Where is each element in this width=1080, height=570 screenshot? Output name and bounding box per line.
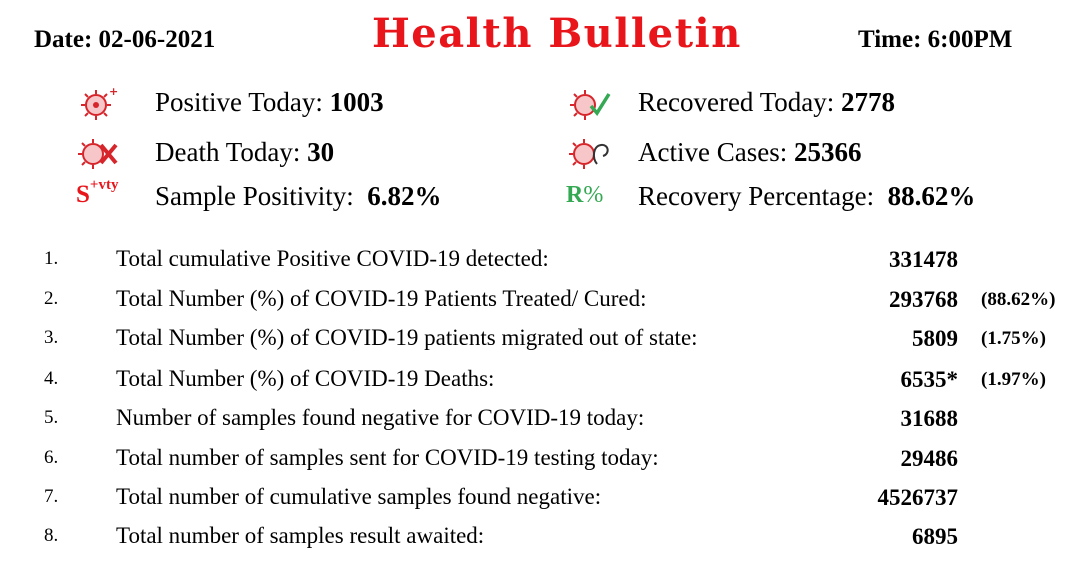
row-label: Total Number (%) of COVID-19 Deaths: xyxy=(116,366,495,391)
row-number: 4. xyxy=(44,368,59,389)
stat-recovery-percentage: Recovery Percentage: 88.62% xyxy=(638,181,976,211)
recovery-percentage-icon: R% xyxy=(566,182,604,208)
row-number: 7. xyxy=(44,486,59,507)
row-percentage: (88.62%) xyxy=(981,289,1056,310)
row-label: Number of samples found negative for COVID-19 today: xyxy=(116,405,645,430)
row-number: 5. xyxy=(44,407,59,428)
row-value: 331478 xyxy=(889,247,958,272)
row-number: 8. xyxy=(44,525,59,546)
row-label: Total Number (%) of COVID-19 Patients Treated/ Cured: xyxy=(116,286,647,311)
row-value: 5809 xyxy=(912,326,958,351)
row-number: 2. xyxy=(44,288,59,309)
row-label: Total cumulative Positive COVID-19 detected: xyxy=(116,246,549,271)
row-label: Total number of samples sent for COVID-19 testing today: xyxy=(116,445,659,470)
row-label: Total Number (%) of COVID-19 patients migrated out of state: xyxy=(116,325,698,350)
virus-recovered-icon xyxy=(567,86,613,122)
sample-positivity-icon: $S^{+vty}$ xyxy=(76,177,119,208)
row-percentage: (1.97%) xyxy=(981,369,1046,390)
row-value: 6895 xyxy=(912,524,958,549)
row-value: 6535* xyxy=(900,367,958,392)
row-percentage: (1.75%) xyxy=(981,328,1046,349)
row-value: 4526737 xyxy=(877,485,958,510)
stat-positive-today: Positive Today: 1003 xyxy=(155,87,384,117)
virus-active-icon xyxy=(567,136,613,172)
stat-death-today: Death Today: 30 xyxy=(155,137,335,167)
stat-recovered-today: Recovered Today: 2778 xyxy=(638,87,896,117)
stat-sample-positivity: Sample Positivity: 6.82% xyxy=(155,181,442,211)
stat-active-cases: Active Cases: 25366 xyxy=(638,137,862,167)
bulletin-title: Health Bulletin xyxy=(372,10,742,57)
row-number: 6. xyxy=(44,447,59,468)
row-label: Total number of cumulative samples found negative: xyxy=(116,484,602,509)
row-value: 31688 xyxy=(900,406,958,431)
bulletin-date: Date: 02-06-2021 xyxy=(34,26,216,53)
row-value: 29486 xyxy=(900,446,958,471)
row-number: 3. xyxy=(44,327,59,348)
row-value: 293768 xyxy=(889,287,958,312)
row-number: 1. xyxy=(44,248,59,269)
svg-text:+: + xyxy=(109,86,118,98)
row-label: Total number of samples result awaited: xyxy=(116,523,485,548)
virus-death-icon xyxy=(76,136,122,172)
virus-positive-icon xyxy=(76,86,118,122)
bulletin-time: Time: 6:00PM xyxy=(858,26,1013,53)
